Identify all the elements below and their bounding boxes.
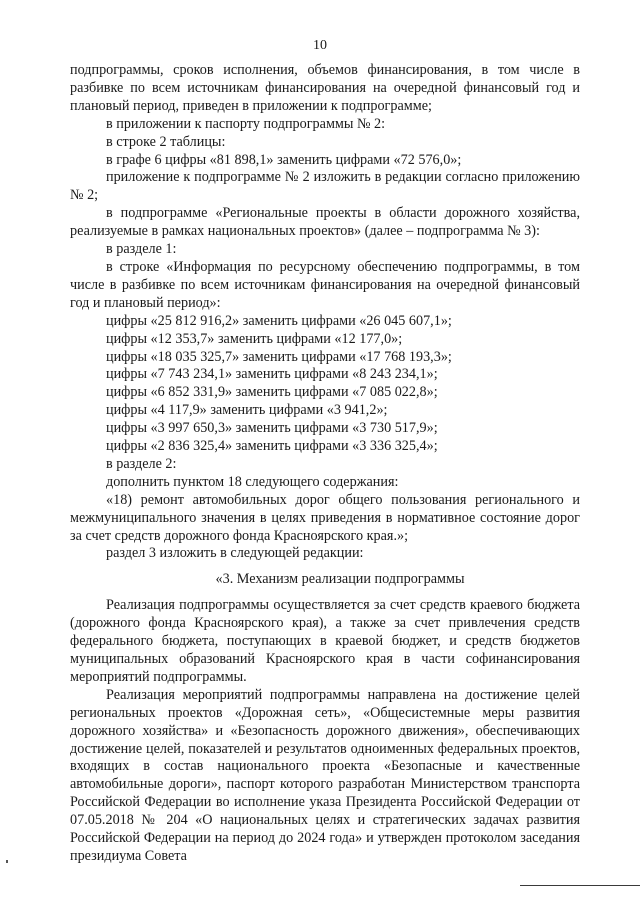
section-paragraph: Реализация мероприятий подпрограммы направлена на достижение целей региональных проектов «Дорожная сеть», «Общесистемные меры развития дорожного хозяйства» и «Безопасность дорожного движения», обеспечивающих достижение целей, показателей и результатов одноименных федеральных проектов, входящих в состав национального проекта «Безопасные и качественные автомобильные дороги», паспорт которого разработан Министерством транспорта Российской Федерации во исполнение указа Президента Российской Федерации от 07.05.2018 № 204 «О национальных целях и стратегических задачах развития Российской Федерации на период до 2024 года» и утвержден протоколом заседания президиума Совета bbox=[70, 686, 580, 864]
replacement-line: цифры «7 743 234,1» заменить цифрами «8 243 234,1»; bbox=[106, 366, 438, 383]
replacement-line: цифры «3 997 650,3» заменить цифрами «3 730 517,9»; bbox=[106, 420, 438, 437]
paragraph: в подпрограмме «Региональные проекты в области дорожного хозяйства, реализуемые в рамках национальных проектов» (далее – подпрограмма № 3): bbox=[70, 205, 580, 240]
replacement-line: цифры «25 812 916,2» заменить цифрами «26 045 607,1»; bbox=[106, 312, 452, 329]
replacement-line: цифры «18 035 325,7» заменить цифрами «17 768 193,3»; bbox=[106, 348, 452, 365]
paragraph: в разделе 2: bbox=[106, 455, 177, 472]
scan-artifact-dot bbox=[6, 860, 8, 863]
paragraph: в строке «Информация по ресурсному обеспечению подпрограммы, в том числе в разбивке по всем источникам финансирования на очередной финансовый год и плановый период»: bbox=[70, 258, 580, 311]
document-body bbox=[70, 62, 580, 866]
paragraph: в строке 2 таблицы: bbox=[106, 133, 226, 150]
replacement-line: цифры «12 353,7» заменить цифрами «12 177,0»; bbox=[106, 330, 403, 347]
paragraph: дополнить пунктом 18 следующего содержания: bbox=[106, 473, 399, 490]
replacement-line: цифры «6 852 331,9» заменить цифрами «7 085 022,8»; bbox=[106, 384, 438, 401]
paragraph: подпрограммы, сроков исполнения, объемов финансирования, в том числе в разбивке по всем источникам финансирования на очередной финансовый год и плановый период, приведен в приложении к подпрограмме; bbox=[70, 62, 580, 114]
paragraph: раздел 3 изложить в следующей редакции: bbox=[106, 545, 364, 562]
replacement-line: цифры «4 117,9» заменить цифрами «3 941,2»; bbox=[106, 402, 388, 419]
paragraph: «18) ремонт автомобильных дорог общего пользования регионального и межмуниципального значения в целях приведения в нормативное состояние дорог за счет средств дорожного фонда Красноярского края.»; bbox=[70, 491, 580, 544]
page-number: 10 bbox=[313, 38, 327, 53]
paragraph: в графе 6 цифры «81 898,1» заменить цифрами «72 576,0»; bbox=[106, 151, 462, 168]
paragraph: приложение к подпрограмме № 2 изложить в редакции согласно приложению № 2; bbox=[70, 169, 580, 204]
paragraph: в приложении к паспорту подпрограммы № 2: bbox=[106, 115, 386, 132]
section-heading: «3. Механизм реализации подпрограммы bbox=[215, 571, 465, 588]
scan-artifact-line bbox=[520, 885, 640, 886]
section-paragraph: Реализация подпрограммы осуществляется за счет средств краевого бюджета (дорожного фонда Красноярского края), а также за счет привлечения средств федерального бюджета, поступающих в краевой бюджет, и средств бюджетов муниципальных образований Красноярского края в части софинансирования мероприятий подпрограммы. bbox=[70, 597, 580, 685]
replacement-line: цифры «2 836 325,4» заменить цифрами «3 336 325,4»; bbox=[106, 438, 438, 455]
paragraph: в разделе 1: bbox=[106, 241, 177, 258]
